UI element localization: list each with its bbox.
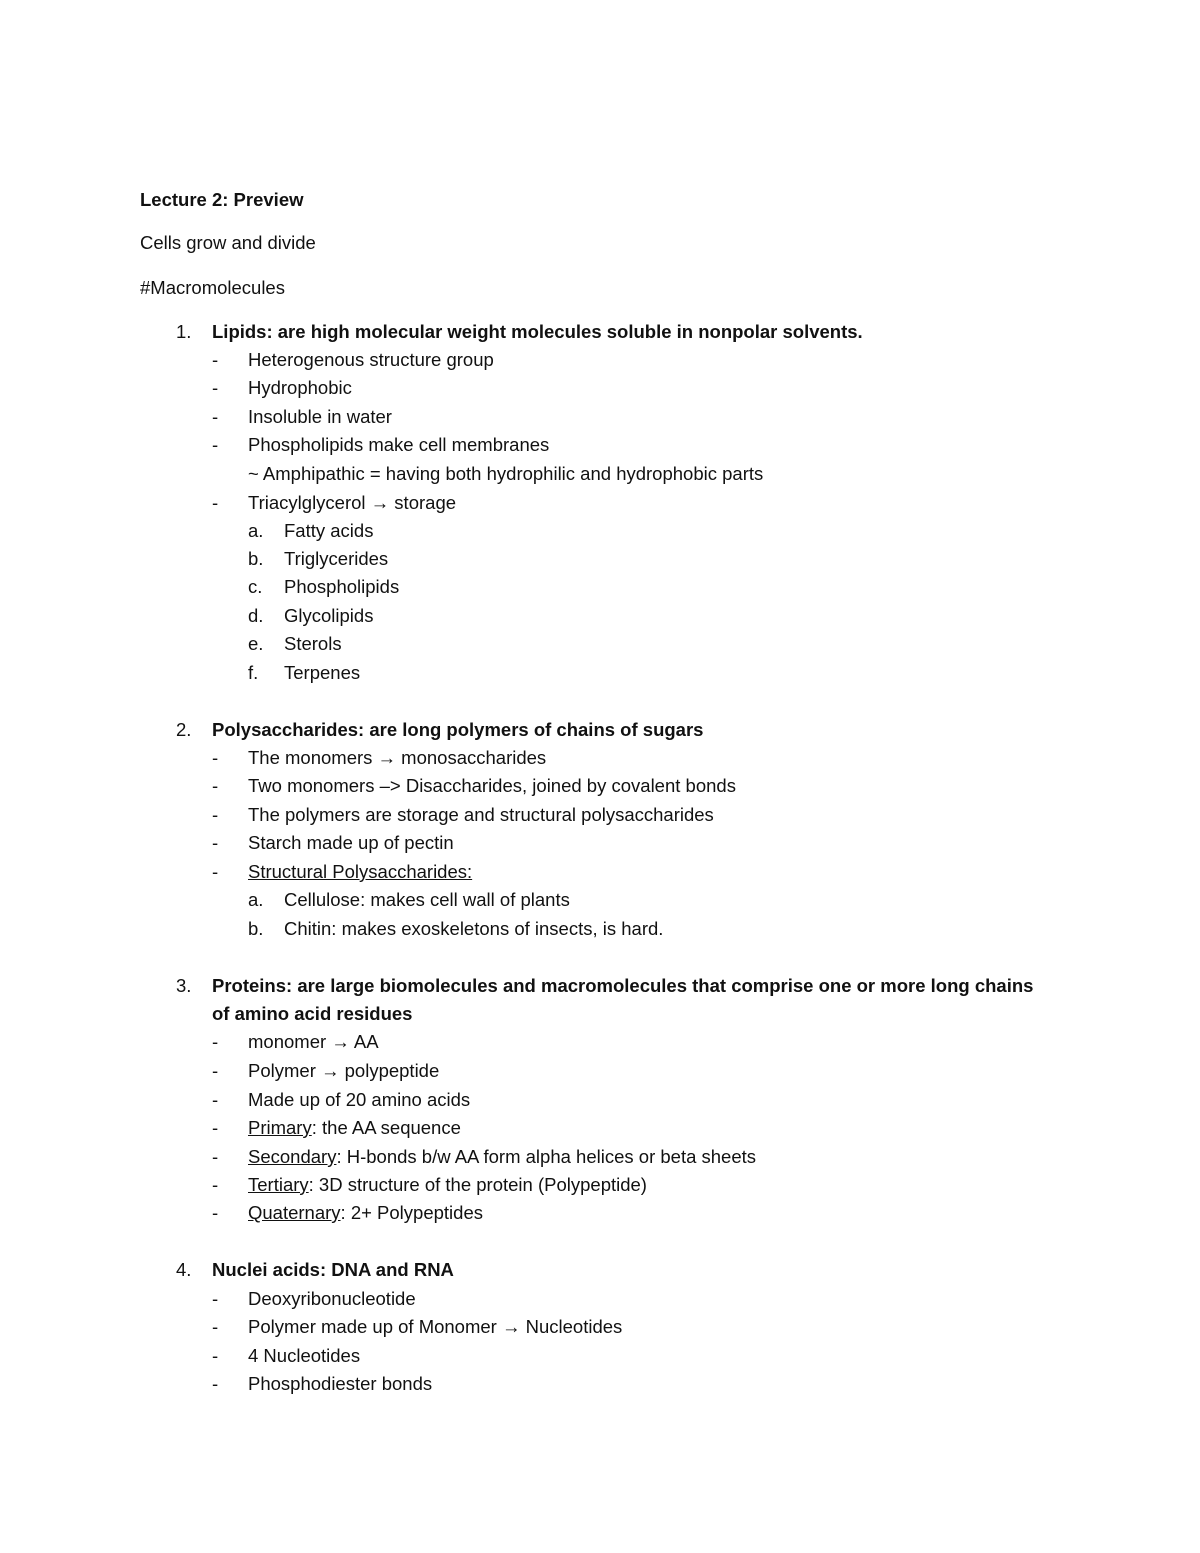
list-item (0, 1173, 1200, 1197)
protein-structure-desc: : 2+ Polypeptides (340, 1202, 483, 1223)
protein-structure-term: Tertiary (248, 1174, 309, 1195)
section-heading: Nuclei acids: DNA and RNA (212, 1259, 454, 1280)
section-number: 1. (176, 321, 192, 342)
protein-structure-desc: : 3D structure of the protein (Polypeptide) (308, 1174, 647, 1195)
section-heading: Proteins: are large biomolecules and macromolecules that comprise one or more long chains (212, 975, 1034, 996)
list-item (0, 1201, 1200, 1225)
bullet-dash: - (212, 1288, 219, 1309)
bullet-dash: - (212, 832, 219, 853)
list-item-text: Polymer made up of Monomer → Nucleotides (248, 1316, 623, 1337)
protein-structure-desc: : H-bonds b/w AA form alpha helices or beta sheets (336, 1146, 757, 1167)
bullet-dash: - (212, 1117, 219, 1138)
bullet-dash: - (212, 1031, 219, 1052)
list-item-text: Polymer → polypeptide (248, 1060, 440, 1081)
list-item-text (248, 1116, 461, 1140)
list-item (0, 1372, 1200, 1396)
bullet-dash: - (212, 1202, 219, 1223)
section-number: 4. (176, 1259, 192, 1280)
list-item-text: monomer → AA (248, 1031, 379, 1052)
list-item-text: 4 Nucleotides (248, 1345, 361, 1366)
sublist-item (0, 604, 1200, 628)
list-item-text: Triacylglycerol → storage (248, 492, 457, 513)
list-item-text: Structural Polysaccharides: (248, 861, 473, 882)
bullet-dash: - (212, 1060, 219, 1081)
list-item-text: Phospholipids make cell membranes (248, 434, 550, 455)
sublist-text: Glycolipids (284, 605, 374, 626)
protein-structure-term: Primary (248, 1117, 312, 1138)
hashtag-text: #Macromolecules (140, 277, 285, 298)
bullet-dash: - (212, 1174, 219, 1195)
list-item (0, 831, 1200, 855)
bullet-dash: - (212, 492, 219, 513)
amphipathic-note: ~ Amphipathic = having both hydrophilic and hydrophobic parts (248, 463, 764, 484)
list-item (0, 1344, 1200, 1368)
list-item-text: Hydrophobic (248, 377, 352, 398)
list-item-text (248, 1145, 756, 1169)
protein-structure-desc: : the AA sequence (311, 1117, 461, 1138)
list-item (0, 433, 1200, 457)
sublist-text: Terpenes (284, 662, 361, 683)
list-item-text (248, 1201, 483, 1225)
list-item-text: Phosphodiester bonds (248, 1373, 433, 1394)
sublist-item (0, 661, 1200, 685)
bullet-dash: - (212, 1345, 219, 1366)
sublist-letter: c. (248, 576, 263, 597)
bullet-dash: - (212, 775, 219, 796)
list-item-text: The polymers are storage and structural polysaccharides (248, 804, 714, 825)
list-item-text: Two monomers –> Disaccharides, joined by covalent bonds (248, 775, 736, 796)
section-number: 3. (176, 975, 192, 996)
list-item-text: Made up of 20 amino acids (248, 1089, 471, 1110)
list-item (0, 1030, 1200, 1054)
bullet-dash: - (212, 1373, 219, 1394)
list-item (0, 348, 1200, 372)
section-heading: Polysaccharides: are long polymers of chains of sugars (212, 719, 704, 740)
sublist-letter: f. (248, 662, 259, 683)
list-item-text: Starch made up of pectin (248, 832, 454, 853)
list-item (0, 1088, 1200, 1112)
list-item-text: Heterogenous structure group (248, 349, 494, 370)
sublist-text: Fatty acids (284, 520, 374, 541)
bullet-dash: - (212, 1146, 219, 1167)
bullet-dash: - (212, 434, 219, 455)
sublist-letter: d. (248, 605, 264, 626)
list-item-text: The monomers → monosaccharides (248, 747, 547, 768)
sublist-item (0, 519, 1200, 543)
sublist-item (0, 632, 1200, 656)
sublist-text: Triglycerides (284, 548, 389, 569)
list-item-text: Insoluble in water (248, 406, 392, 427)
list-item (0, 803, 1200, 827)
protein-structure-term: Quaternary (248, 1202, 341, 1223)
list-item (0, 860, 1200, 884)
list-item (0, 1116, 1200, 1140)
bullet-dash: - (212, 349, 219, 370)
sublist-item (0, 917, 1200, 941)
sublist-item (0, 547, 1200, 571)
bullet-dash: - (212, 377, 219, 398)
list-item-text: Deoxyribonucleotide (248, 1288, 416, 1309)
bullet-dash: - (212, 1316, 219, 1337)
list-item (0, 1287, 1200, 1311)
bullet-dash: - (212, 1089, 219, 1110)
bullet-dash: - (212, 861, 219, 882)
sublist-letter: a. (248, 889, 264, 910)
list-item (0, 774, 1200, 798)
sublist-letter: b. (248, 918, 264, 939)
sublist-text: Chitin: makes exoskeletons of insects, is hard. (284, 918, 664, 939)
sublist-text: Sterols (284, 633, 342, 654)
list-item (0, 746, 1200, 770)
list-item-text (248, 1173, 647, 1197)
document-title: Lecture 2: Preview (140, 189, 304, 210)
sublist-text: Cellulose: makes cell wall of plants (284, 889, 570, 910)
list-item (0, 1315, 1200, 1339)
intro-text: Cells grow and divide (140, 232, 316, 253)
protein-structure-term: Secondary (248, 1146, 337, 1167)
bullet-dash: - (212, 747, 219, 768)
section-heading-continued: of amino acid residues (212, 1003, 413, 1024)
section-heading: Lipids: are high molecular weight molecules soluble in nonpolar solvents. (212, 321, 863, 342)
section-4-heading-row (0, 1258, 1200, 1282)
list-item (0, 405, 1200, 429)
bullet-dash: - (212, 804, 219, 825)
section-number: 2. (176, 719, 192, 740)
sublist-item (0, 575, 1200, 599)
list-item (0, 491, 1200, 515)
section-2-heading-row (0, 718, 1200, 742)
sublist-letter: a. (248, 520, 264, 541)
sublist-letter: e. (248, 633, 264, 654)
list-item (0, 1059, 1200, 1083)
list-item (0, 1145, 1200, 1169)
section-1-heading-row (0, 320, 1200, 344)
sublist-letter: b. (248, 548, 264, 569)
bullet-dash: - (212, 406, 219, 427)
list-item (0, 376, 1200, 400)
sublist-text: Phospholipids (284, 576, 400, 597)
sublist-item (0, 888, 1200, 912)
section-3-heading-row (0, 974, 1200, 998)
